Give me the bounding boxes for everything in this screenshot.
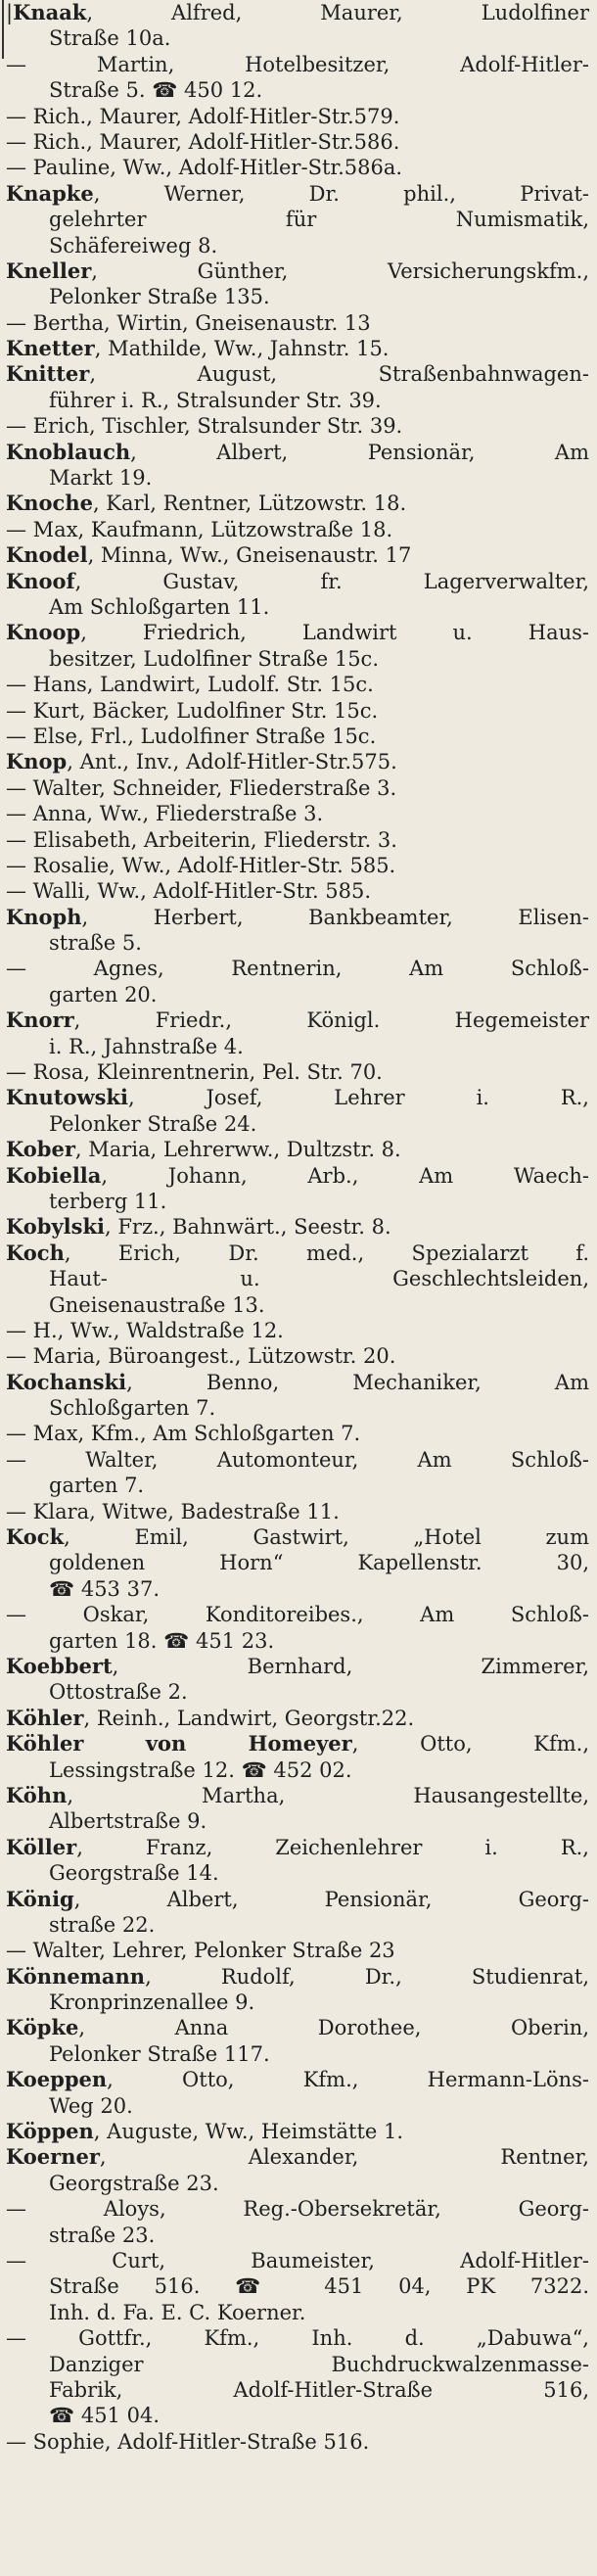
entry-line: — Oskar, Konditoreibes., Am Schloß- <box>6 1603 589 1627</box>
directory-entry <box>6 258 589 310</box>
surname: Kneller <box>6 258 92 283</box>
entry-continuation-line: garten 18. ☎ 451 23. <box>49 1628 275 1653</box>
directory-entry <box>6 440 589 492</box>
entry-line: Koebbert, Bernhard, Zimmerer, <box>6 1654 589 1678</box>
directory-entry <box>6 2325 589 2429</box>
directory-entries <box>6 0 589 2455</box>
surname: Koerner <box>6 2144 100 2170</box>
entry-line: Koerner, Alexander, Rentner, <box>6 2144 589 2170</box>
surname: Köhler von Homeyer <box>6 1731 352 1756</box>
entry-line: Kochanski, Benno, Mechaniker, Am <box>6 1369 589 1394</box>
entry-line: — Aloys, Reg.-Obersekretär, Georg- <box>6 2197 589 2222</box>
entry-continuation-line: garten 7. <box>49 1474 145 1498</box>
directory-entry <box>6 1137 589 1162</box>
entry-continuation-line: Pelonker Straße 117. <box>49 2041 270 2066</box>
entry-line: Knoof, Gustav, fr. Lagerverwalter, <box>6 568 589 593</box>
directory-entry <box>6 1343 589 1369</box>
surname: Köhn <box>6 1782 68 1807</box>
directory-entry <box>6 1731 589 1783</box>
entry-line: Knapke, Werner, Dr. phil., Privat- <box>6 180 589 206</box>
entry-line: — Rich., Maurer, Adolf-Hitler-Str.586. <box>6 129 400 154</box>
surname: Köhler <box>6 1705 84 1730</box>
surname: Koeppen <box>6 2067 108 2092</box>
entry-continuation-line: Straße 10a. <box>49 26 171 51</box>
entry-continuation-line: goldenen Horn“ Kapellenstr. 30, <box>49 1551 589 1575</box>
directory-entry <box>6 724 589 749</box>
directory-entry <box>6 1654 589 1706</box>
entry-continuation-line: ☎ 453 37. <box>49 1576 160 1601</box>
entry-line: Köller, Franz, Zeichenlehrer i. R., <box>6 1834 589 1859</box>
surname: Knapke <box>6 180 94 206</box>
directory-entry <box>6 1163 589 1215</box>
entry-continuation-line: Straße 5. ☎ 450 12. <box>49 78 263 103</box>
entry-line: — Curt, Baumeister, Adolf-Hitler- <box>6 2248 589 2272</box>
entry-continuation-line: Georgstraße 14. <box>49 1861 219 1886</box>
entry-line: Knoblauch, Albert, Pensionär, Am <box>6 439 589 464</box>
directory-entry <box>6 491 589 516</box>
directory-entry <box>6 1007 589 1059</box>
entry-continuation-line: i. R., Jahnstraße 4. <box>49 1034 244 1058</box>
surname: Knodel <box>6 542 88 568</box>
surname: Knoblauch <box>6 439 131 464</box>
directory-entry <box>6 878 589 904</box>
surname: Knoche <box>6 491 93 516</box>
directory-entry <box>6 517 589 542</box>
directory-entry <box>6 569 589 621</box>
entry-line: Knetter, Mathilde, Ww., Jahnstr. 15. <box>6 336 390 361</box>
entry-continuation-line: führer i. R., Stralsunder Str. 39. <box>49 388 382 412</box>
surname: Kobylski <box>6 1214 106 1240</box>
entry-line: — Rich., Maurer, Adolf-Hitler-Str.579. <box>6 104 400 128</box>
entry-line: Könnemann, Rudolf, Dr., Studienrat, <box>6 1963 589 1989</box>
directory-entry <box>6 2015 589 2067</box>
entry-line: — Klara, Witwe, Badestraße 11. <box>6 1499 340 1523</box>
entry-continuation-line: Inh. d. Fa. E. C. Koerner. <box>49 2300 306 2324</box>
surname: Köpke <box>6 2015 79 2040</box>
entry-line: — Pauline, Ww., Adolf-Hitler-Str.586a. <box>6 156 403 180</box>
entry-line: — Martin, Hotelbesitzer, Adolf-Hitler- <box>6 52 589 76</box>
directory-entry <box>6 129 589 155</box>
directory-entry <box>6 1085 589 1137</box>
entry-line: — Hans, Landwirt, Ludolf. Str. 15c. <box>6 673 374 697</box>
directory-entry <box>6 2429 589 2455</box>
directory-entry <box>6 2196 589 2248</box>
directory-entry <box>6 827 589 853</box>
surname: Knutowski <box>6 1085 128 1110</box>
entry-line: — Rosalie, Ww., Adolf-Hitler-Str. 585. <box>6 853 396 877</box>
directory-entry <box>6 336 589 361</box>
entry-line: Köhler von Homeyer, Otto, Kfm., <box>6 1731 589 1756</box>
entry-continuation-line: Albertstraße 9. <box>49 1809 207 1834</box>
directory-entry <box>6 2119 589 2144</box>
directory-entry <box>6 2248 589 2325</box>
entry-continuation-line: straße 23. <box>49 2223 156 2247</box>
directory-entry <box>6 2067 589 2119</box>
entry-continuation-line: Kronprinzenallee 9. <box>49 1991 255 2015</box>
directory-entry <box>6 542 589 568</box>
entry-line: Kock, Emil, Gastwirt, „Hotel zum <box>6 1524 589 1550</box>
entry-line: — Sophie, Adolf-Hitler-Straße 516. <box>6 2429 370 2454</box>
directory-entry <box>6 1370 589 1422</box>
entry-line: Kobiella, Johann, Arb., Am Waech- <box>6 1162 589 1188</box>
entry-continuation-line: Markt 19. <box>49 466 153 491</box>
directory-entry <box>6 905 589 957</box>
surname: Kobiella <box>6 1162 102 1188</box>
entry-continuation-line: Lessingstraße 12. ☎ 452 02. <box>49 1757 352 1782</box>
directory-entry <box>6 2144 589 2196</box>
directory-entry <box>6 1887 589 1939</box>
directory-entry <box>6 698 589 724</box>
entry-line: — Anna, Ww., Fliederstraße 3. <box>6 802 324 826</box>
directory-entry <box>6 801 589 826</box>
entry-line: Knutowski, Josef, Lehrer i. R., <box>6 1085 589 1110</box>
surname: Knoph <box>6 904 82 929</box>
entry-line: — Gottfr., Kfm., Inh. d. „Dabuwa“, <box>6 2326 589 2351</box>
entry-continuation-line: Pelonker Straße 24. <box>49 1111 257 1136</box>
directory-entry <box>6 956 589 1007</box>
entry-line: — Walter, Lehrer, Pelonker Straße 23 <box>6 1939 395 1963</box>
surname: Koch <box>6 1240 65 1265</box>
surname: Köller <box>6 1834 77 1859</box>
entry-line: — Erich, Tischler, Stralsunder Str. 39. <box>6 414 403 439</box>
entry-line: Köpke, Anna Dorothee, Oberin, <box>6 2015 589 2040</box>
entry-line: Knoche, Karl, Rentner, Lützowstr. 18. <box>6 491 407 516</box>
directory-entry <box>6 1524 589 1602</box>
entry-continuation-line: straße 22. <box>49 1912 156 1937</box>
entry-line: — Rosa, Kleinrentnerin, Pel. Str. 70. <box>6 1060 383 1085</box>
entry-continuation-line: Ottostraße 2. <box>49 1680 188 1705</box>
directory-entry <box>6 1318 589 1343</box>
entry-continuation-line: Pelonker Straße 135. <box>49 285 270 309</box>
surname: Knoof <box>6 568 75 593</box>
entry-line: — Walter, Schneider, Fliederstraße 3. <box>6 775 397 800</box>
entry-continuation-line: Straße 516. ☎ 451 04, PK 7322. <box>49 2274 589 2299</box>
margin-rule <box>2 0 4 59</box>
surname: Köppen <box>6 2119 94 2144</box>
entry-continuation-line: Fabrik, Adolf-Hitler-Straße 516, <box>49 2377 589 2402</box>
directory-entry <box>6 1421 589 1446</box>
directory-entry <box>6 104 589 129</box>
surname: Knoop <box>6 620 81 645</box>
entry-line: — Max, Kfm., Am Schloßgarten 7. <box>6 1422 361 1446</box>
directory-entry <box>6 749 589 774</box>
directory-entry <box>6 1241 589 1318</box>
directory-entry <box>6 310 589 336</box>
entry-line: |Knaak, Alfred, Maurer, Ludolfiner <box>6 0 589 24</box>
entry-line: Köhler, Reinh., Landwirt, Georgstr.22. <box>6 1705 415 1730</box>
entry-line: Knop, Ant., Inv., Adolf-Hitler-Str.575. <box>6 749 397 774</box>
directory-entry <box>6 1783 589 1835</box>
directory-entry <box>6 52 589 104</box>
surname: Kock <box>6 1524 65 1550</box>
entry-continuation-line: terberg 11. <box>49 1189 167 1213</box>
entry-line: — Walter, Automonteur, Am Schloß- <box>6 1447 589 1472</box>
directory-entry <box>6 1964 589 2016</box>
directory-entry <box>6 1835 589 1887</box>
directory-entry <box>6 0 589 52</box>
surname: Knetter <box>6 336 95 361</box>
entry-line: Köhn, Martha, Hausangestellte, <box>6 1782 589 1807</box>
entry-line: — Else, Frl., Ludolfiner Straße 15c. <box>6 724 377 748</box>
surname: Knitter <box>6 361 90 387</box>
entry-continuation-line: Haut- u. Geschlechtsleiden, <box>49 1267 589 1291</box>
entry-line: Kober, Maria, Lehrerww., Dultzstr. 8. <box>6 1137 401 1162</box>
entry-line: König, Albert, Pensionär, Georg- <box>6 1886 589 1911</box>
entry-line: — Elisabeth, Arbeiterin, Fliederstr. 3. <box>6 827 397 852</box>
directory-entry <box>6 1447 589 1499</box>
entry-line: — Max, Kaufmann, Lützowstraße 18. <box>6 517 393 541</box>
entry-continuation-line: Schloßgarten 7. <box>49 1396 216 1421</box>
entry-continuation-line: Gneisenaustraße 13. <box>49 1292 265 1317</box>
surname: König <box>6 1886 74 1911</box>
directory-entry <box>6 1214 589 1240</box>
entry-continuation-line: gelehrter für Numismatik, <box>49 208 589 232</box>
entry-line: — Bertha, Wirtin, Gneisenaustr. 13 <box>6 310 371 335</box>
directory-entry <box>6 1602 589 1654</box>
entry-line: — Kurt, Bäcker, Ludolfiner Str. 15c. <box>6 698 379 723</box>
directory-entry <box>6 361 589 413</box>
surname: Knorr <box>6 1007 74 1033</box>
directory-entry <box>6 620 589 672</box>
entry-line: Knoop, Friedrich, Landwirt u. Haus- <box>6 620 589 645</box>
entry-line: Kneller, Günther, Versicherungskfm., <box>6 258 589 283</box>
entry-line: Knoph, Herbert, Bankbeamter, Elisen- <box>6 904 589 929</box>
entry-continuation-line: garten 20. <box>49 982 158 1007</box>
directory-entry <box>6 181 589 258</box>
surname: Knop <box>6 749 68 774</box>
directory-entry <box>6 775 589 801</box>
surname: Knaak <box>13 0 87 24</box>
directory-entry <box>6 413 589 439</box>
entry-line: Kobylski, Frz., Bahnwärt., Seestr. 8. <box>6 1214 391 1240</box>
entry-line: — H., Ww., Waldstraße 12. <box>6 1318 284 1342</box>
entry-continuation-line: Am Schloßgarten 11. <box>49 594 270 619</box>
entry-continuation-line: ☎ 451 04. <box>49 2404 160 2428</box>
directory-entry <box>6 1499 589 1524</box>
entry-continuation-line: Weg 20. <box>49 2093 133 2118</box>
surname: Koebbert <box>6 1654 113 1678</box>
entry-line: Koeppen, Otto, Kfm., Hermann-Löns- <box>6 2067 589 2092</box>
surname: Könnemann <box>6 1963 146 1989</box>
entry-continuation-line: straße 5. <box>49 931 142 956</box>
entry-line: Knodel, Minna, Ww., Gneisenaustr. 17 <box>6 542 412 568</box>
entry-continuation-line: besitzer, Ludolfiner Straße 15c. <box>49 646 379 671</box>
entry-line: Knorr, Friedr., Königl. Hegemeister <box>6 1007 589 1033</box>
entry-line: — Walli, Ww., Adolf-Hitler-Str. 585. <box>6 879 372 904</box>
entry-line: Koch, Erich, Dr. med., Spezialarzt f. <box>6 1240 589 1265</box>
directory-entry <box>6 155 589 180</box>
directory-entry <box>6 853 589 878</box>
entry-continuation-line: Georgstraße 23. <box>49 2171 219 2195</box>
directory-entry <box>6 1938 589 1963</box>
entry-continuation-line: Schäfereiweg 8. <box>49 233 218 258</box>
directory-entry <box>6 1059 589 1085</box>
entry-continuation-line: Danziger Buchdruckwalzenmasse- <box>49 2352 589 2376</box>
surname: Kober <box>6 1137 75 1162</box>
directory-entry <box>6 672 589 697</box>
entry-line: — Maria, Büroangest., Lützowstr. 20. <box>6 1344 396 1369</box>
directory-entry <box>6 1706 589 1731</box>
entry-line: — Agnes, Rentnerin, Am Schloß- <box>6 957 589 981</box>
surname: Kochanski <box>6 1369 127 1394</box>
entry-line: Köppen, Auguste, Ww., Heimstätte 1. <box>6 2119 404 2144</box>
entry-line: Knitter, August, Straßenbahnwagen- <box>6 361 589 387</box>
